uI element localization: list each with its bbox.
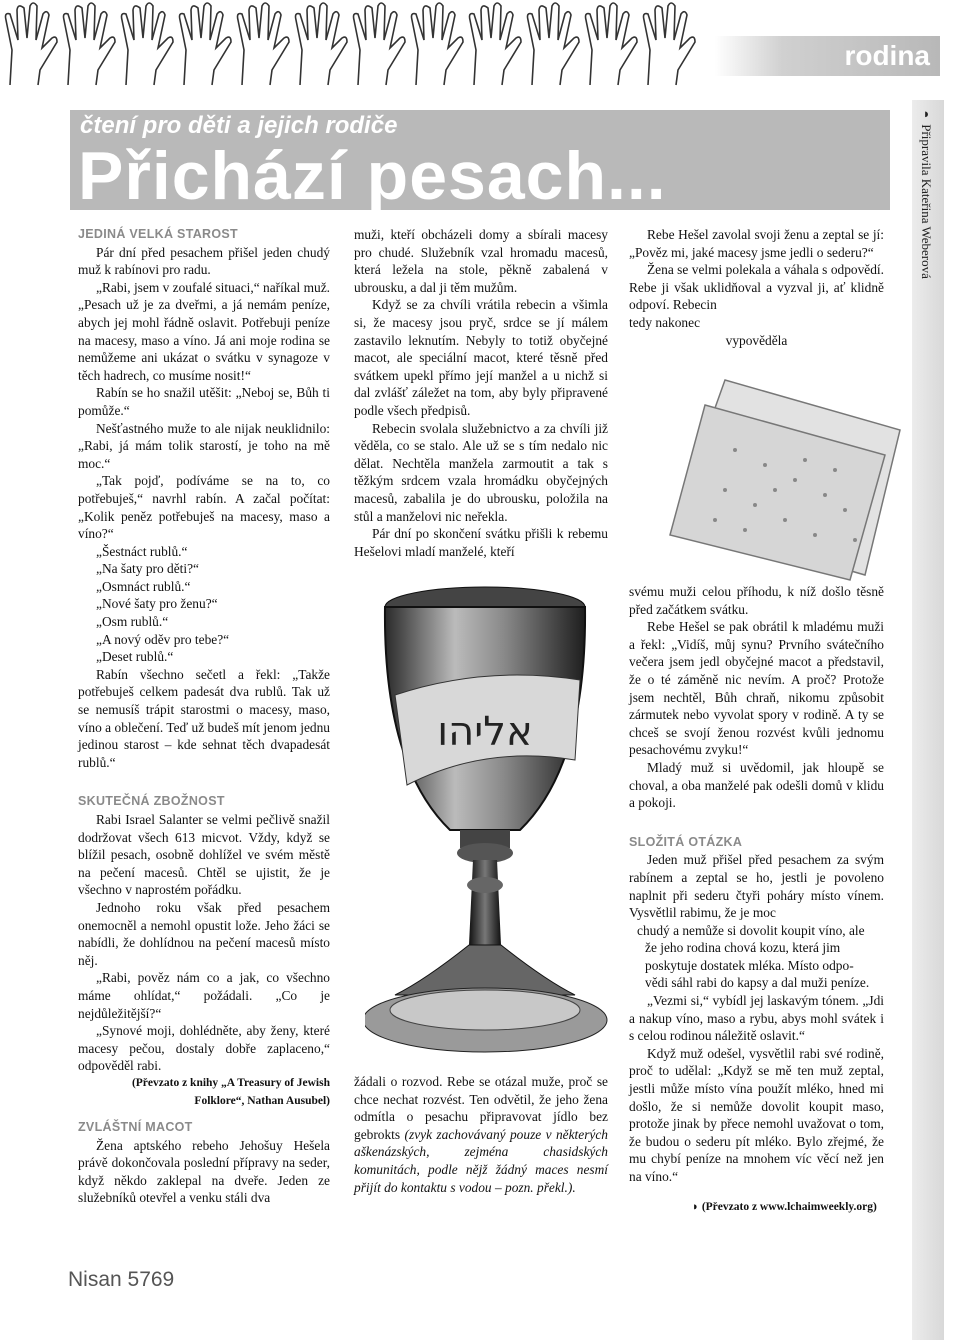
dialogue-line: „Šestnáct rublů.“ — [96, 543, 188, 559]
dialogue-line: „Osm rublů.“ — [96, 614, 169, 630]
source-credit: Folklore“, Nathan Ausubel) — [194, 1094, 330, 1107]
paragraph: Žena aptského rebeho Jehošuy Hešela právě dokončovala poslední přípravy na seder, když někdo zaklepal na dveře. Jeden ze služebníků otevřel a venku stáli dva — [78, 1137, 330, 1206]
dialogue-line: „Na šaty pro děti?“ — [96, 561, 199, 577]
paragraph: vypověděla — [725, 332, 788, 348]
issue-date: Nisan 5769 — [68, 1268, 175, 1291]
paragraph: Žena se velmi polekala a váhala s odpovědí. Rebe ji však uklidňoval a vyzval ji, ať klidně odpoví. Rebecin — [629, 262, 884, 313]
paragraph: Rabín se ho snažil utěšit: „Neboj se, Bůh ti pomůže.“ — [78, 385, 330, 418]
dialogue-line: „Osmnáct rublů.“ — [96, 578, 191, 594]
paragraph: Rebecin svolala služebnictvo a za chvíli již věděla, co se stalo. Ale už se s tím nedalo nic dělat. Nechtěla manžela zarmoutit a tak s těžkým srdcem vzala hromádku obyčejných macesů, zabalila je do ubrousku, položila na stůl a manželovi nic neřekla. — [354, 420, 608, 524]
paragraph: „Rabi, pověz nám co a jak, co všechno máme ohlídat,“ požádali. „Co je nejdůležitější?“ — [78, 970, 330, 1021]
paragraph: tedy nakonec — [629, 314, 701, 330]
page-title: Přichází pesach... — [78, 138, 667, 214]
column-3 — [629, 226, 884, 349]
column-2 — [354, 226, 608, 560]
column-3-continued — [629, 583, 884, 1186]
paragraph: muži, kteří obcházeli domy a sbírali macesy pro chudé. Služebník vzal hromadu macesů, která ležela na stole, pěkně zabalená v ubrousku, a dal ji těm mužům. — [354, 227, 608, 295]
kicker: čtení pro děti a jejich rodiče — [80, 112, 398, 139]
section-heading: SLOŽITÁ OTÁZKA — [629, 834, 743, 849]
paragraph: Pár dní před pesachem přišel jeden chudý muž k rabínovi pro radu. — [78, 244, 330, 278]
paragraph: Rabín všechno sečetl a řekl: „Takže potřebuješ celkem padesát dva rublů. Tak už se nemusíš trápit starostmi o macesy, maso, víno a oblečení. Teď už budeš mít jenom jednu jedinou starost – kde sehnat těch dvapadesát rublů.“ — [78, 666, 330, 770]
dialogue-line: „Deset rublů.“ — [96, 649, 174, 665]
paragraph: Rebe Hešel se pak obrátil k mladému muži a řekl: „Vidíš, můj synu? Prvního svátečního večera jsem jedl obyčejné macot a představil, že o té záměně nic nevím. A proč? Protože jsem nechtěl, Bůh chraň, nikomu způsobit zármutek nebo vyvolat spory v rodině. A ty se chceš se svojí ženou rozvést kvůli jednomu pesachovému zvyku!“ — [629, 619, 884, 758]
paragraph: Mladý muž si uvědomil, jak hloupě se choval, a oba manželé pak odešli domů v klidu a pokoji. — [629, 759, 884, 811]
side-strip — [912, 100, 944, 1340]
paragraph: Pár dní po skončení svátku přišli k rebemu Hešelovi mladí manželé, kteří — [354, 526, 608, 559]
author-credit: ◗ Připravila Kateřina Weberová — [919, 106, 934, 279]
dialogue-line: „Nové šaty pro ženu?“ — [96, 596, 218, 612]
column-1 — [78, 226, 330, 1207]
paragraph: Rebe Hešel zavolal svoji ženu a zeptal se jí: „Pověz mi, jaké macesy jsme jedli o sederu?“ — [629, 227, 884, 260]
paragraph: Rabi Israel Salanter se velmi pečlivě snažil dodržovat všech 613 micvot. Vždy, když se blížil pesach, osobně dohlížel ve svém městě na pečení macesů. Chtěl se ujistit, že je všechno v naprostém pořádku. — [78, 812, 330, 898]
dialogue-line: „A nový oděv pro tebe?“ — [96, 631, 230, 647]
paragraph-line: že jeho rodina chová kozu, která jim — [645, 940, 841, 956]
paragraph-line: poskytuje dostatek mléka. Místo odpo- — [645, 957, 854, 973]
source-credit: (Převzato z knihy „A Treasury of Jewish — [131, 1076, 330, 1089]
paragraph: Když se za chvíli vrátila rebecin a všimla si, že macesy jsou pryč, srdce se jí málem zastavilo leknutím. Nebyly to totiž obyčejné macot, ale speciální macot, které těsně před svátkem upekl přímo její manžel a u nichž si dal zvlášť záležet na tom, aby byly připravené podle všech předpisů. — [354, 297, 608, 418]
paragraph: Jeden muž přišel před pesachem za svým rabínem a zeptal se ho, jestli je povoleno naplnit při sederu čtyři poháry místo vínem. Vysvětlil rabimu, že je moc — [629, 852, 884, 921]
paragraph-line: vědi sáhl rabi do kapsy a dal muži peníze. — [645, 975, 870, 991]
paragraph: „Vezmi si,“ vybídl jej laskavým tónem. „Jdi a nakup víno, maso a rybu, abys mohl svátek i s celou rodinou náležitě oslavit.“ — [629, 993, 884, 1044]
paragraph: žádali o rozvod. Rebe se otázal muže, proč se chce nechat rozvést. Ten odvětil, že jeho žena odmítla o pesachu připravovat jídlo bez gebrokts (zvyk zachovávaný pouze v některých aškenázských, zejména chasidských komunitách, podle nějž žádný maces nesmí přijít do kontaktu s vodou – pozn. překl.). — [354, 1074, 608, 1195]
section-label: rodina — [844, 40, 930, 71]
cup-hebrew-inscription: אליהו — [437, 709, 533, 755]
paragraph: „Tak pojď, podíváme se na to, co potřebuješ,“ navrhl rabín. A začal počítat: „Kolik peněz potřebuješ na macesy, maso a víno?“ — [78, 473, 330, 542]
paragraph: Jednoho roku však před pesachem onemocněl a nemohl opustit lože. Jeho žáci se nabídli, že dohlídnou na pečení macesů místo něj. — [78, 899, 330, 968]
kiddush-cup-image — [365, 585, 615, 1055]
section-heading: SKUTEČNÁ ZBOŽNOST — [78, 794, 225, 809]
paragraph: „Synové moji, dohlédněte, aby ženy, které macesy pečou, dostaly dobře zaplaceno,“ odpověděl rabi. — [78, 1023, 330, 1074]
translator-note: (zvyk zachovávaný pouze v některých aškenázských, zejména chasidských komunitách, podle nějž žádný maces nesmí přijít do kontaktu s vodou – pozn. překl.). — [354, 1126, 608, 1195]
paragraph: svému muži celou příhodu, k níž došlo těsně před začátkem svátku. — [629, 584, 884, 617]
paragraph: Nešťastného muže to ale nijak neuklidnilo: „Rabi, já mám tolik starostí, je toho na mě moc.“ — [78, 420, 330, 471]
section-heading: JEDINÁ VELKÁ STAROST — [78, 227, 238, 241]
section-label-bar — [715, 36, 940, 76]
source-credit: ◗ (Převzato z www.lchaimweekly.org) — [692, 1201, 877, 1213]
paragraph: „Rabi, jsem v zoufalé situaci,“ naříkal muž. „Pesach už je za dveřmi, a já nemám peníze, abych jej mohl řádně oslavit. Potřebuji peníze na macesy, maso a víno. Já ani moje rodina se nemůžeme ani ukázat o svátku v synagoze v těch hadrech, co musíme nosit!“ — [78, 279, 330, 383]
matzah-image — [665, 370, 910, 585]
paragraph-line: chudý a nemůže si dovolit koupit víno, ale — [637, 922, 865, 938]
column-2-continued — [354, 1073, 608, 1196]
paragraph: Když muž odešel, vysvětlil rabi své rodině, proč to udělal: „Když se mě ten muž zeptal, jestli může místo vína použít mléko, hned mi došlo, že si nemůže dovolit koupit maso, protože jinak by přece nemohl uvažovat o tom, že budou o sederu pít mléko. Bylo zřejmé, že mu chybí peníze na mnohem víc věcí než jen na víno.“ — [629, 1045, 884, 1184]
section-heading: ZVLÁŠTNÍ MACOT — [78, 1120, 193, 1135]
